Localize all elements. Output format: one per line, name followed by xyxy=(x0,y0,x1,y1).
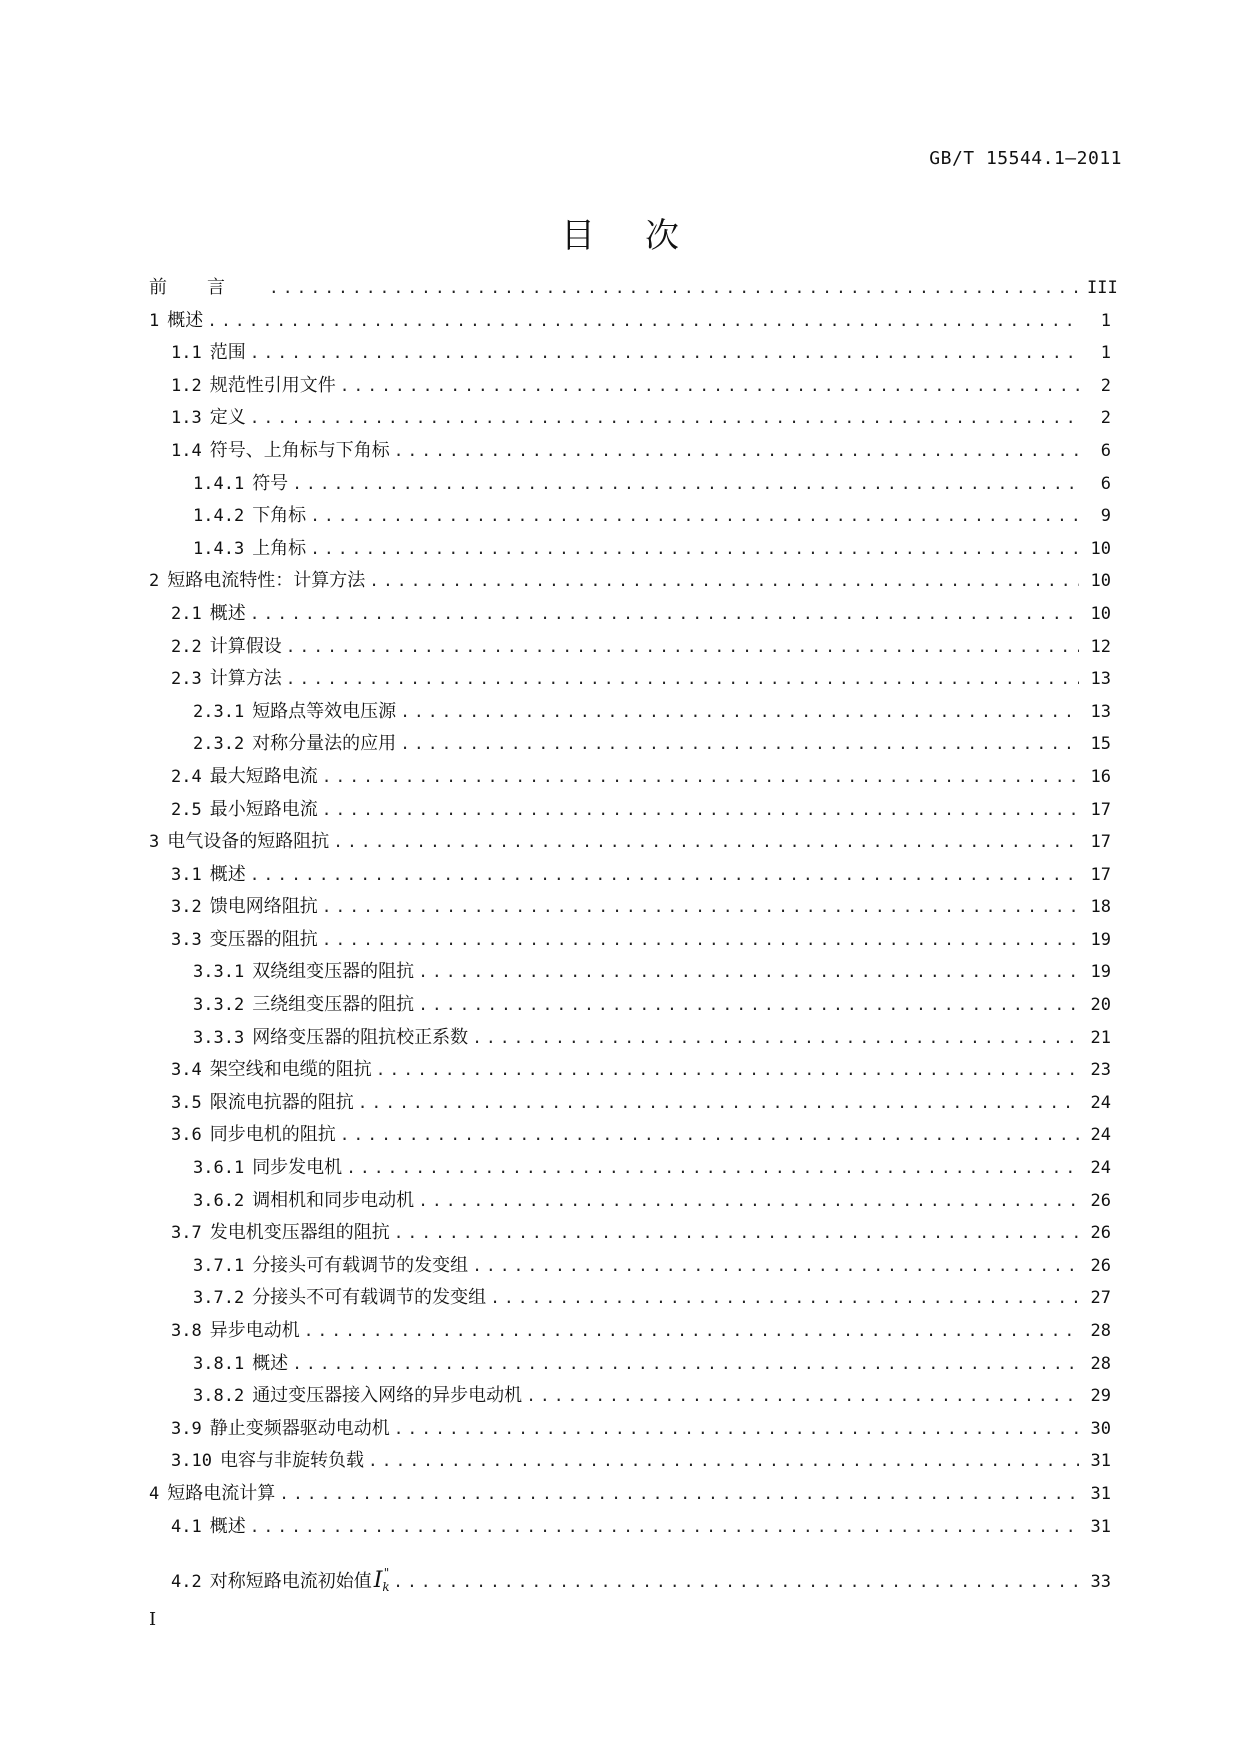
toc-leader-dots xyxy=(490,1282,1079,1315)
toc-entry-page: 17 xyxy=(1090,799,1111,820)
toc-entry-number: 3.3.1 xyxy=(193,962,245,983)
table-of-contents xyxy=(149,272,1118,1595)
toc-entry-page: 15 xyxy=(1090,734,1111,755)
toc-entry-page: 6 xyxy=(1100,440,1111,461)
toc-entry-page: 26 xyxy=(1090,1223,1111,1244)
toc-entry-number: 3.10 xyxy=(171,1451,212,1472)
toc-entry-number: 4.2 xyxy=(171,1572,202,1593)
toc-entry-title: 下角标 xyxy=(252,505,307,527)
formula-base: I xyxy=(373,1568,383,1594)
toc-leader-dots xyxy=(418,1185,1079,1218)
toc-leader-dots xyxy=(333,826,1079,859)
toc-entry-number: 1.4.2 xyxy=(193,506,245,527)
toc-leader-dots xyxy=(322,924,1079,957)
toc-leader-dots xyxy=(322,761,1079,794)
toc-entry-title: 短路点等效电压源 xyxy=(252,700,397,722)
toc-leader-dots xyxy=(250,1511,1079,1544)
toc-entry-title: 架空线和电缆的阻抗 xyxy=(209,1059,372,1081)
toc-leader-dots xyxy=(269,272,1079,305)
toc-entry-title: 上角标 xyxy=(252,537,307,559)
toc-entry-number: 1.4.1 xyxy=(193,473,245,494)
toc-leader-dots xyxy=(418,989,1079,1022)
toc-entry-title: 概述 xyxy=(209,1515,246,1537)
toc-entry-number: 3.8.1 xyxy=(193,1353,245,1374)
page-title xyxy=(0,208,1240,257)
toc-entry-title: 概述 xyxy=(209,863,246,885)
toc-entry-page: 23 xyxy=(1090,1060,1111,1081)
page-title-char-2: 次 xyxy=(645,216,679,256)
toc-entry[interactable] xyxy=(149,337,1111,370)
toc-entry[interactable] xyxy=(149,272,1118,305)
toc-entry-number: 2.4 xyxy=(171,766,202,787)
toc-entry-number: 1.4.3 xyxy=(193,538,245,559)
toc-entry-title: 符号、上角标与下角标 xyxy=(209,439,390,461)
toc-entry-number: 3.8.2 xyxy=(193,1386,245,1407)
toc-entry[interactable] xyxy=(149,1217,1111,1250)
toc-leader-dots xyxy=(340,370,1079,403)
toc-leader-dots xyxy=(250,859,1079,892)
toc-entry-page: 27 xyxy=(1090,1288,1111,1309)
toc-entry-page: 24 xyxy=(1090,1158,1111,1179)
toc-entry-number: 3.3.3 xyxy=(193,1027,245,1048)
toc-entry-number: 3.3 xyxy=(171,929,202,950)
toc-entry-title: 网络变压器的阻抗校正系数 xyxy=(252,1026,469,1048)
toc-entry[interactable] xyxy=(149,728,1111,761)
toc-entry[interactable] xyxy=(149,1413,1111,1446)
toc-entry[interactable] xyxy=(149,1511,1111,1544)
toc-entry[interactable] xyxy=(149,1282,1111,1315)
toc-entry-page: III xyxy=(1087,278,1118,298)
toc-leader-dots xyxy=(346,1152,1079,1185)
toc-entry-page: 12 xyxy=(1090,636,1111,657)
toc-entry-number: 3.5 xyxy=(171,1092,202,1113)
toc-entry-page: 13 xyxy=(1090,669,1111,690)
toc-entry-number: 3 xyxy=(149,832,160,853)
toc-entry-number: 1 xyxy=(149,310,160,331)
toc-leader-dots xyxy=(250,598,1079,631)
toc-entry-title: 对称分量法的应用 xyxy=(252,733,397,755)
toc-entry-title: 静止变频器驱动电动机 xyxy=(209,1417,390,1439)
toc-entry-page: 30 xyxy=(1090,1418,1111,1439)
toc-entry[interactable] xyxy=(149,1054,1111,1087)
toc-entry-number: 3.4 xyxy=(171,1060,202,1081)
toc-leader-dots xyxy=(394,1413,1079,1446)
formula-superscript: " xyxy=(383,1566,390,1581)
toc-entry-title: 馈电网络阻抗 xyxy=(209,896,318,918)
toc-entry-number: 1.1 xyxy=(171,343,202,364)
formula-ik-initial xyxy=(374,1557,390,1604)
toc-entry[interactable] xyxy=(149,1315,1111,1348)
toc-entry-page: 31 xyxy=(1090,1483,1111,1504)
toc-leader-dots xyxy=(310,533,1079,566)
toc-leader-dots xyxy=(279,1478,1079,1511)
toc-entry-number: 3.2 xyxy=(171,897,202,918)
page-number: I xyxy=(149,1609,157,1630)
toc-entry-number: 2.2 xyxy=(171,636,202,657)
toc-entry-title: 短路电流计算 xyxy=(167,1482,276,1504)
toc-entry-title: 电容与非旋转负载 xyxy=(219,1450,364,1472)
toc-entry-title: 三绕组变压器的阻抗 xyxy=(252,994,415,1016)
toc-leader-dots xyxy=(304,1315,1079,1348)
toc-entry-page: 17 xyxy=(1090,832,1111,853)
toc-leader-dots xyxy=(286,663,1079,696)
toc-entry-page: 10 xyxy=(1090,571,1111,592)
toc-leader-dots xyxy=(472,1250,1079,1283)
toc-entry-number: 2.3 xyxy=(171,669,202,690)
toc-entry-title: 概述 xyxy=(167,309,204,331)
toc-entry-title: 定义 xyxy=(209,407,246,429)
toc-entry-page: 1 xyxy=(1100,310,1111,331)
toc-entry-title: 同步发电机 xyxy=(252,1157,343,1179)
toc-entry-title: 符号 xyxy=(252,472,289,494)
toc-entry[interactable] xyxy=(149,565,1111,598)
toc-entry-number: 3.6.1 xyxy=(193,1158,245,1179)
toc-leader-dots xyxy=(418,956,1079,989)
toc-entry-page: 24 xyxy=(1090,1125,1111,1146)
toc-entry[interactable] xyxy=(149,1152,1111,1185)
toc-entry-page: 31 xyxy=(1090,1451,1111,1472)
toc-entry-number: 2 xyxy=(149,571,160,592)
toc-entry-title: 概述 xyxy=(252,1352,289,1374)
toc-entry-page: 13 xyxy=(1090,701,1111,722)
toc-leader-dots xyxy=(310,500,1079,533)
toc-leader-dots xyxy=(376,1054,1079,1087)
toc-entry-page: 6 xyxy=(1100,473,1111,494)
toc-entry[interactable] xyxy=(149,305,1111,338)
toc-entry[interactable] xyxy=(149,826,1111,859)
toc-entry-page: 10 xyxy=(1090,603,1111,624)
toc-leader-dots xyxy=(472,1022,1079,1055)
toc-entry-title: 计算假设 xyxy=(209,635,282,657)
toc-leader-dots xyxy=(393,1566,1079,1599)
standard-number: GB/T 15544.1—2011 xyxy=(929,148,1122,169)
page-title-char-1: 目 xyxy=(561,216,595,256)
toc-leader-dots xyxy=(286,631,1079,664)
toc-entry[interactable] xyxy=(149,598,1111,631)
toc-leader-dots xyxy=(250,337,1079,370)
toc-entry-page: 24 xyxy=(1090,1092,1111,1113)
toc-entry-title: 短路电流特性：计算方法 xyxy=(167,570,366,592)
toc-entry-number: 2.1 xyxy=(171,603,202,624)
toc-entry-title: 范围 xyxy=(209,342,246,364)
toc-entry[interactable] xyxy=(149,370,1111,403)
toc-entry-number: 3.3.2 xyxy=(193,995,245,1016)
toc-entry-title: 限流电抗器的阻抗 xyxy=(209,1091,354,1113)
toc-entry[interactable] xyxy=(149,989,1111,1022)
toc-entry-page: 26 xyxy=(1090,1190,1111,1211)
toc-entry-number: 3.6 xyxy=(171,1125,202,1146)
toc-entry-number: 3.7.1 xyxy=(193,1255,245,1276)
toc-entry[interactable] xyxy=(149,1348,1111,1381)
toc-entry[interactable] xyxy=(149,794,1111,827)
toc-entry-title: 对称短路电流初始值 xyxy=(209,1571,372,1593)
toc-entry[interactable] xyxy=(149,891,1111,924)
toc-entry-title: 前言 xyxy=(149,277,265,298)
toc-entry-number: 3.8 xyxy=(171,1321,202,1341)
toc-entry[interactable] xyxy=(149,859,1111,892)
toc-entry-page: 18 xyxy=(1090,897,1111,918)
toc-entry-number: 1.3 xyxy=(171,408,202,429)
toc-leader-dots xyxy=(358,1087,1079,1120)
toc-entry[interactable] xyxy=(149,500,1111,533)
toc-entry-title: 分接头可有载调节的发变组 xyxy=(252,1254,469,1276)
toc-entry-page: 28 xyxy=(1090,1321,1111,1341)
toc-entry-page: 29 xyxy=(1090,1386,1111,1407)
toc-entry[interactable] xyxy=(149,761,1111,794)
toc-entry-title: 发电机变压器组的阻抗 xyxy=(209,1222,390,1244)
toc-entry-page: 9 xyxy=(1100,506,1111,527)
toc-entry-title: 电气设备的短路阻抗 xyxy=(167,831,330,853)
toc-entry[interactable] xyxy=(149,533,1111,566)
toc-entry[interactable] xyxy=(149,1478,1111,1511)
toc-entry-page: 19 xyxy=(1090,929,1111,950)
toc-leader-dots xyxy=(394,1217,1079,1250)
toc-entry-number: 3.6.2 xyxy=(193,1190,245,1211)
toc-entry-number: 2.5 xyxy=(171,799,202,820)
toc-leader-dots xyxy=(292,468,1079,501)
toc-entry-page: 10 xyxy=(1090,538,1111,559)
toc-entry-title: 最大短路电流 xyxy=(209,765,318,787)
toc-entry[interactable] xyxy=(149,924,1111,957)
toc-entry[interactable] xyxy=(149,1445,1111,1478)
toc-entry-title: 规范性引用文件 xyxy=(209,374,336,396)
toc-leader-dots xyxy=(250,402,1079,435)
toc-entry-title: 概述 xyxy=(209,602,246,624)
toc-entry[interactable] xyxy=(149,1250,1111,1283)
toc-entry-number: 4.1 xyxy=(171,1516,202,1537)
toc-entry-page: 26 xyxy=(1090,1255,1111,1276)
toc-entry[interactable] xyxy=(149,1087,1111,1120)
toc-entry-title: 分接头不可有载调节的发变组 xyxy=(252,1287,487,1309)
toc-leader-dots xyxy=(394,435,1079,468)
toc-entry-page: 1 xyxy=(1100,343,1111,364)
toc-entry[interactable] xyxy=(149,1119,1111,1152)
toc-leader-dots xyxy=(292,1348,1079,1381)
toc-leader-dots xyxy=(526,1380,1079,1413)
toc-entry[interactable] xyxy=(149,956,1111,989)
toc-entry-page: 17 xyxy=(1090,864,1111,885)
toc-entry-number: 1.2 xyxy=(171,375,202,396)
toc-entry-title: 异步电动机 xyxy=(209,1320,300,1341)
toc-entry[interactable] xyxy=(149,663,1111,696)
toc-leader-dots xyxy=(340,1119,1079,1152)
toc-entry-number: 4 xyxy=(149,1483,160,1504)
toc-leader-dots xyxy=(368,1445,1079,1478)
toc-entry[interactable] xyxy=(149,631,1111,664)
toc-entry-number: 3.9 xyxy=(171,1418,202,1439)
toc-entry[interactable] xyxy=(149,468,1111,501)
toc-entry-title: 计算方法 xyxy=(209,668,282,690)
toc-entry-number: 3.1 xyxy=(171,864,202,885)
toc-leader-dots xyxy=(400,728,1079,761)
toc-entry-number: 1.4 xyxy=(171,440,202,461)
formula-subscript: k xyxy=(382,1580,390,1595)
toc-entry-title: 调相机和同步电动机 xyxy=(252,1189,415,1211)
toc-entry-page: 21 xyxy=(1090,1027,1111,1048)
toc-entry[interactable] xyxy=(149,1022,1111,1055)
toc-entry-title: 变压器的阻抗 xyxy=(209,928,318,950)
toc-entry-title: 最小短路电流 xyxy=(209,798,318,820)
toc-entry-number: 2.3.2 xyxy=(193,734,245,755)
toc-entry-number: 3.7.2 xyxy=(193,1288,245,1309)
toc-entry-title: 双绕组变压器的阻抗 xyxy=(252,961,415,983)
toc-entry[interactable] xyxy=(149,696,1111,729)
toc-entry-page: 2 xyxy=(1100,375,1111,396)
toc-leader-dots xyxy=(400,696,1079,729)
toc-entry-page: 19 xyxy=(1090,962,1111,983)
toc-entry-page: 31 xyxy=(1090,1516,1111,1537)
toc-entry-page: 28 xyxy=(1090,1353,1111,1374)
toc-entry-title: 通过变压器接入网络的异步电动机 xyxy=(252,1385,523,1407)
toc-entry[interactable] xyxy=(149,1185,1111,1218)
toc-entry[interactable] xyxy=(149,402,1111,435)
toc-entry[interactable] xyxy=(149,1380,1111,1413)
toc-leader-dots xyxy=(322,891,1079,924)
toc-entry-title: 同步电机的阻抗 xyxy=(209,1124,336,1146)
toc-entry-number: 2.3.1 xyxy=(193,701,245,722)
toc-entry[interactable] xyxy=(149,435,1111,468)
toc-entry-page: 20 xyxy=(1090,995,1111,1016)
toc-entry-page: 33 xyxy=(1090,1572,1111,1593)
toc-entry-page: 16 xyxy=(1090,766,1111,787)
toc-entry-number: 3.7 xyxy=(171,1223,202,1244)
toc-entry-page: 2 xyxy=(1100,408,1111,429)
toc-leader-dots xyxy=(322,794,1079,827)
toc-leader-dots xyxy=(207,305,1079,338)
toc-leader-dots xyxy=(369,565,1079,598)
toc-entry-4-2[interactable] xyxy=(149,1557,1111,1595)
